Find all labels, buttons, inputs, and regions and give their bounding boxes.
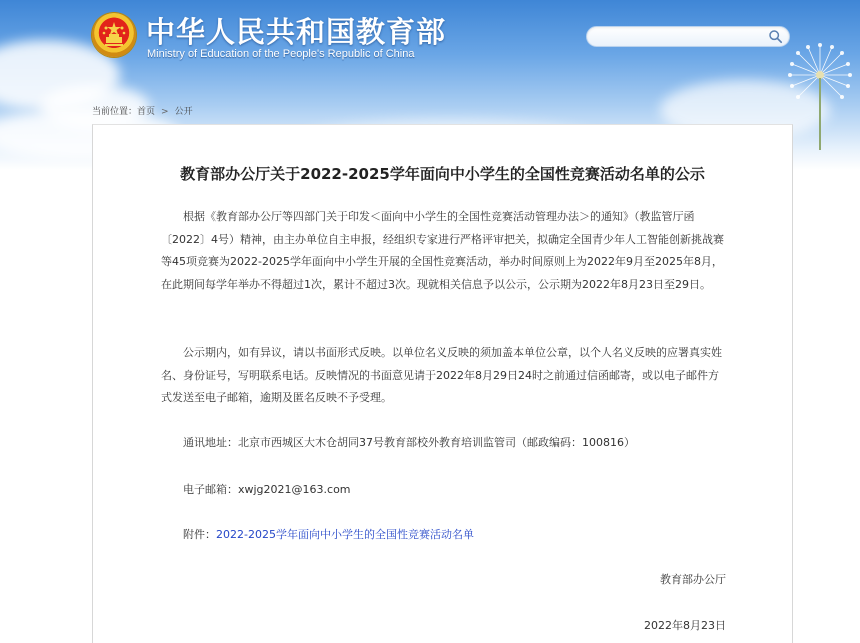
search-input[interactable]: [597, 29, 757, 44]
breadcrumb-public-link[interactable]: 公开: [174, 107, 193, 117]
signature-org: 教育部办公厅: [660, 573, 726, 586]
breadcrumb-separator: >: [161, 107, 169, 117]
site-subtitle: Ministry of Education of the People's Republic of China: [147, 48, 415, 60]
contact-email: 电子邮箱：xwjg2021@163.com: [183, 483, 351, 496]
signature-date: 2022年8月23日: [644, 619, 726, 632]
article-paragraph: 公示期内，如有异议，请以书面形式反映。以单位名义反映的须加盖本单位公章，以个人名义反映的应署真实姓名、身份证号，写明联系电话。反映情况的书面意见请于2022年8月29日24时之前通过信函邮寄，或以电子邮件方式发送至电子邮箱，逾期及匿名反映不予受理。: [161, 346, 722, 404]
breadcrumb-prefix: 当前位置：: [92, 107, 138, 117]
contact-address: 通讯地址：北京市西城区大木仓胡同37号教育部校外教育培训监管司（邮政编码：100816）: [183, 436, 635, 449]
breadcrumb: [92, 104, 193, 117]
search-box: [586, 26, 790, 47]
attachment-link[interactable]: 2022-2025学年面向中小学生的全国性竞赛活动名单: [216, 528, 474, 541]
article-panel: [92, 124, 793, 643]
article-title: 教育部办公厅关于2022-2025学年面向中小学生的全国性竞赛活动名单的公示: [180, 165, 705, 183]
breadcrumb-home-link[interactable]: 首页: [137, 107, 156, 117]
national-emblem-icon: [92, 13, 136, 57]
article-paragraph: 根据《教育部办公厅等四部门关于印发＜面向中小学生的全国性竞赛活动管理办法＞的通知》（教监管厅函〔2022〕4号）精神，由主办单位自主申报，经组织专家进行严格评审把关，拟确定全国青少年人工智能创新挑战赛等45项竞赛为2022-2025学年面向中小学生开展的全国性竞赛活动，举办时间原则上为2022年9月至2025年8月，在此期间每学年举办不得超过1次，累计不超过3次。现就相关信息予以公示，公示期为2022年8月23日至29日。: [161, 210, 724, 291]
site-title[interactable]: 中华人民共和国教育部: [146, 15, 447, 49]
attachment-line: [183, 526, 474, 542]
attachment-label: 附件：: [183, 528, 216, 541]
